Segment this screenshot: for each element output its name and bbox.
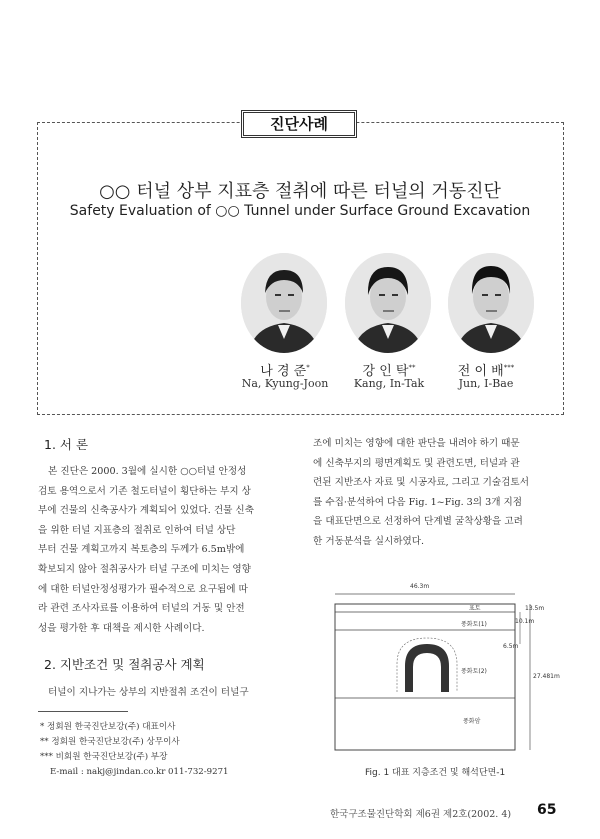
footnote-item: * 정회원 한국진단보강(주) 대표이사 — [40, 722, 176, 732]
right-line: 를 수집·분석하여 다음 Fig. 1~Fig. 3의 3개 지점 — [313, 496, 523, 508]
category-badge: 진단사례 — [241, 110, 357, 138]
footnotes — [40, 720, 229, 780]
title-english: Safety Evaluation of ○○ Tunnel under Surface Ground Excavation — [69, 203, 531, 219]
intro-line: 확보되지 않아 절취공사가 터널 구조에 미치는 영향 — [38, 563, 251, 575]
footnote-item: ** 정회원 한국진단보강(주) 상무이사 — [40, 737, 180, 747]
right-line: 조에 미치는 영향에 대한 판단을 내려야 하기 때문 — [313, 438, 520, 449]
right-line: 을 대표단면으로 선정하여 단계별 굴착상황을 고려 — [313, 516, 523, 528]
width-label: 46.3m — [410, 583, 430, 590]
author-photo-2 — [345, 253, 431, 353]
dimension-label: 27.481m — [533, 673, 560, 680]
figure-1-caption: Fig. 1 대표 지층조건 및 해석단면-1 — [365, 768, 506, 778]
page-number: 65 — [537, 802, 557, 818]
intro-line: 성을 평가한 후 대책을 제시한 사례이다. — [38, 622, 205, 634]
figure-1-diagram — [315, 578, 565, 758]
intro-line: 에 대한 터널안정성평가가 필수적으로 요구됨에 따 — [38, 583, 248, 595]
layer-label: 풍화암 — [463, 718, 481, 725]
right-line: 에 신축부지의 평면계획도 및 관련도면, 터널과 관 — [313, 457, 520, 469]
author-name-english-2: Kang, In-Tak — [353, 377, 425, 390]
author-name-english-3: Jun, I-Bae — [458, 377, 514, 390]
right-paragraph — [313, 434, 563, 552]
footnote-email: E-mail : nakj@jindan.co.kr 011-732-9271 — [50, 767, 229, 777]
intro-line: 검토 용역으로서 기존 철도터널이 횡단하는 부지 상 — [38, 485, 251, 497]
author-name-korean-2: 강 인 탁** — [362, 363, 416, 379]
author-name-english-1: Na, Kyung-Joon — [241, 377, 329, 390]
author-photo-3 — [448, 253, 534, 353]
ground-heading: 2. 지반조건 및 절취공사 계획 — [44, 657, 205, 672]
ground-paragraph: 터널이 지나가는 상부의 지반절취 조건이 터널구 — [48, 687, 249, 698]
layer-label: 표토 — [469, 605, 481, 612]
intro-line: 부터 건물 계획고까지 복토층의 두께가 6.5m밖에 — [38, 544, 245, 556]
section-boundary — [335, 604, 515, 750]
right-line: 한 거동분석을 실시하였다. — [313, 535, 425, 547]
author-name-korean-1: 나 경 준* — [260, 363, 310, 379]
dimension-label: 6.5m — [503, 643, 519, 650]
intro-paragraph — [38, 462, 280, 638]
tunnel-lining — [405, 644, 449, 692]
intro-line: 부에 건물의 신축공사가 계획되어 있었다. 건물 신축 — [38, 505, 254, 517]
right-line: 련된 지반조사 자료 및 시공자료, 그리고 기술검토서 — [313, 477, 529, 489]
intro-line: 본 진단은 2000. 3월에 실시한 ○○터널 안정성 — [48, 466, 247, 477]
author-name-korean-3: 전 이 배*** — [457, 363, 515, 379]
journal-footer: 한국구조물진단학회 제6권 제2호(2002. 4) — [330, 809, 512, 820]
intro-line: 을 위한 터널 지표층의 절취로 인하여 터널 상단 — [38, 524, 236, 536]
layer-label: 풍화토(2) — [461, 668, 487, 675]
layer-label: 풍화토(1) — [461, 621, 487, 628]
dimension-label: 13.5m — [525, 605, 545, 612]
footnote-divider — [38, 711, 128, 712]
dimension-label: 10.1m — [515, 618, 535, 625]
intro-line: 라 관련 조사자료를 이용하여 터널의 거동 및 안전 — [38, 603, 245, 615]
author-photo-1 — [241, 253, 327, 353]
title-korean: ○○ 터널 상부 지표층 절취에 따른 터널의 거동진단 — [99, 181, 501, 202]
intro-heading: 1. 서 론 — [44, 437, 89, 452]
footnote-item: *** 비회원 한국진단보강(주) 부장 — [40, 752, 168, 762]
